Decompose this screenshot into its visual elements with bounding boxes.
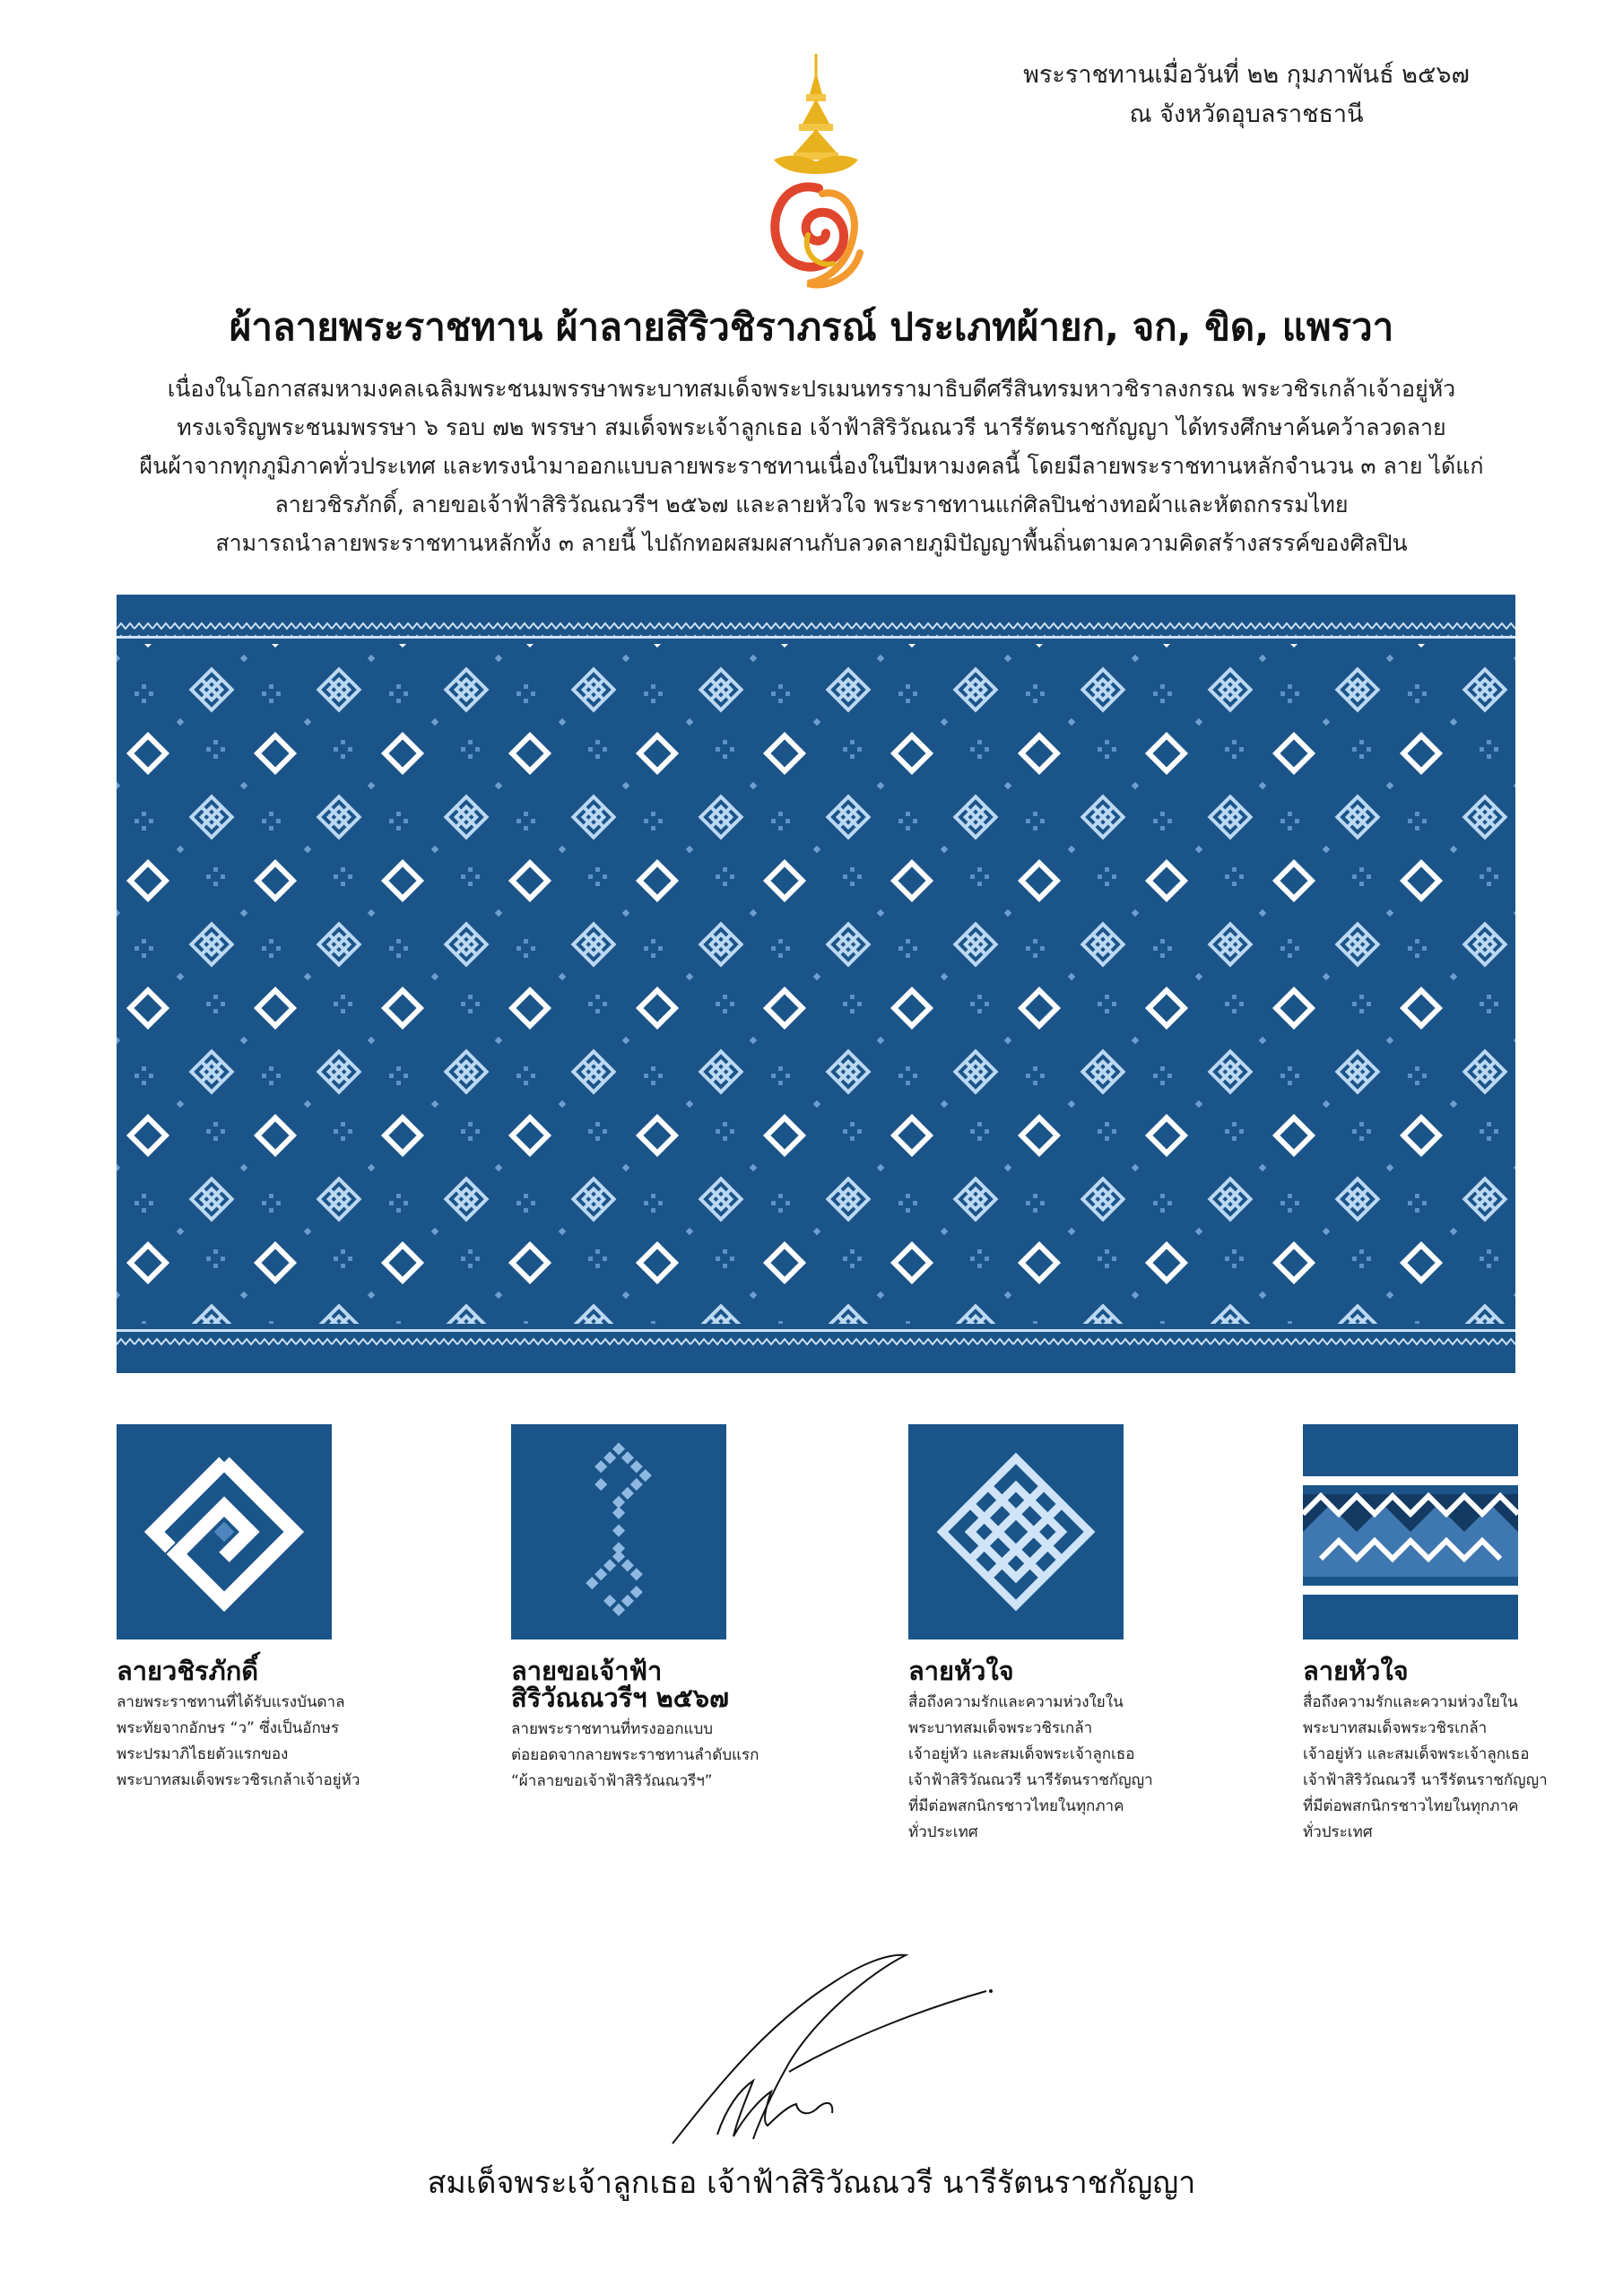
caption-title: ลายหัวใจ bbox=[1303, 1656, 1409, 1686]
caption-body bbox=[117, 1690, 404, 1794]
place-line: ณ จังหวัดอุบลราชธานี bbox=[1129, 100, 1364, 128]
caption-line: พระทัยจากอักษร “ว” ซึ่งเป็นอักษร bbox=[117, 1719, 340, 1737]
intro-line: สามารถนำลายพระราชทานหลักทั้ง ๓ ลายนี้ ไปถักทอผสมผสานกับลวดลายภูมิปัญญาพื้นถิ่นตามความคิดสร้างสรรค์ของศิลปิน bbox=[215, 530, 1408, 556]
fabric-pattern-panel bbox=[117, 595, 1515, 1373]
caption-line: พระปรมาภิไธยตัวแรกของ bbox=[117, 1745, 289, 1763]
caption-body bbox=[908, 1690, 1195, 1846]
caption-line: ทั่วประเทศ bbox=[1303, 1823, 1373, 1841]
caption-kho-chaofa bbox=[511, 1657, 798, 1795]
caption-line: พระบาทสมเด็จพระวชิรเกล้าเจ้าอยู่หัว bbox=[117, 1771, 360, 1789]
caption-line: ต่อยอดจากลายพระราชทานลำดับแรก bbox=[511, 1746, 759, 1764]
caption-line: พระบาทสมเด็จพระวชิรเกล้า bbox=[908, 1719, 1093, 1737]
caption-title: ลายหัวใจ bbox=[908, 1656, 1014, 1686]
intro-line: เนื่องในโอกาสสมหามงคลเฉลิมพระชนมพรรษาพระบาทสมเด็จพระปรเมนทรรามาธิบดีศรีสินทรมหาวชิราลงกรณ พระวชิรเกล้าเจ้าอยู่หัว bbox=[167, 376, 1456, 402]
caption-line: ที่มีต่อพสกนิกรชาวไทยในทุกภาค bbox=[908, 1797, 1124, 1815]
caption-body bbox=[511, 1717, 798, 1795]
caption-title: ลายวชิรภักดิ์ bbox=[117, 1656, 259, 1686]
caption-line: “ผ้าลายขอเจ้าฟ้าสิริวัณณวรีฯ” bbox=[511, 1772, 713, 1790]
kho-chaofa-pattern-icon bbox=[511, 1424, 726, 1639]
signer-name: สมเด็จพระเจ้าลูกเธอ เจ้าฟ้าสิริวัณณวรี นารีรัตนราชกัญญา bbox=[427, 2165, 1196, 2201]
caption-line: ลายพระราชทานที่ทรงออกแบบ bbox=[511, 1720, 714, 1738]
caption-line: สื่อถึงความรักและความห่วงใยใน bbox=[908, 1693, 1124, 1711]
caption-heart-border bbox=[1303, 1657, 1590, 1846]
caption-line: เจ้าฟ้าสิริวัณณวรี นารีรัตนราชกัญญา bbox=[1303, 1771, 1548, 1789]
caption-line: เจ้าฟ้าสิริวัณณวรี นารีรัตนราชกัญญา bbox=[908, 1771, 1153, 1789]
intro-line: ลายวชิรภักดิ์, ลายขอเจ้าฟ้าสิริวัณณวรีฯ ๒๕๖๗ และลายหัวใจ พระราชทานแก่ศิลปินช่างทอผ้าและหัตถกรรมไทย bbox=[274, 491, 1349, 517]
caption-title: ลายขอเจ้าฟ้า bbox=[511, 1656, 663, 1686]
caption-heart-knot bbox=[908, 1657, 1195, 1846]
caption-line: เจ้าอยู่หัว และสมเด็จพระเจ้าลูกเธอ bbox=[908, 1745, 1135, 1763]
caption-line: ทั่วประเทศ bbox=[908, 1823, 978, 1841]
royal-emblem-siri-icon bbox=[767, 54, 865, 296]
caption-line: ที่มีต่อพสกนิกรชาวไทยในทุกภาค bbox=[1303, 1797, 1519, 1815]
signature bbox=[655, 1937, 995, 2152]
caption-vajira bbox=[117, 1657, 404, 1794]
caption-line: ลายพระราชทานที่ได้รับแรงบันดาล bbox=[117, 1693, 345, 1711]
caption-line: สื่อถึงความรักและความห่วงใยใน bbox=[1303, 1693, 1518, 1711]
caption-body bbox=[1303, 1690, 1590, 1846]
vajira-pattern-icon bbox=[117, 1424, 332, 1639]
intro-paragraph bbox=[108, 370, 1515, 562]
date-line: พระราชทานเมื่อวันที่ ๒๒ กุมภาพันธ์ ๒๕๖๗ bbox=[1023, 61, 1470, 89]
heart-border-pattern-icon bbox=[1303, 1424, 1518, 1639]
intro-line: ทรงเจริญพระชนมพรรษา ๖ รอบ ๗๒ พรรษา สมเด็จพระเจ้าลูกเธอ เจ้าฟ้าสิริวัณณวรี นารีรัตนราชกัญญา ได้ทรงศึกษาค้นคว้าลวดลาย bbox=[177, 414, 1446, 440]
caption-line: เจ้าอยู่หัว และสมเด็จพระเจ้าลูกเธอ bbox=[1303, 1745, 1530, 1763]
heart-knot-pattern-icon bbox=[908, 1424, 1124, 1639]
intro-line: ผืนผ้าจากทุกภูมิภาคทั่วประเทศ และทรงนำมาออกแบบลายพระราชทานเนื่องในปีมหามงคลนี้ โดยมีลายพระราชทานหลักจำนวน ๓ ลาย ได้แก่ bbox=[139, 453, 1484, 479]
caption-title: สิริวัณณวรีฯ ๒๕๖๗ bbox=[511, 1683, 729, 1713]
page-title: ผ้าลายพระราชทาน ผ้าลายสิริวชิราภรณ์ ประเภทผ้ายก, จก, ขิด, แพรวา bbox=[229, 305, 1394, 349]
caption-line: พระบาทสมเด็จพระวชิรเกล้า bbox=[1303, 1719, 1488, 1737]
date-block bbox=[968, 56, 1524, 135]
